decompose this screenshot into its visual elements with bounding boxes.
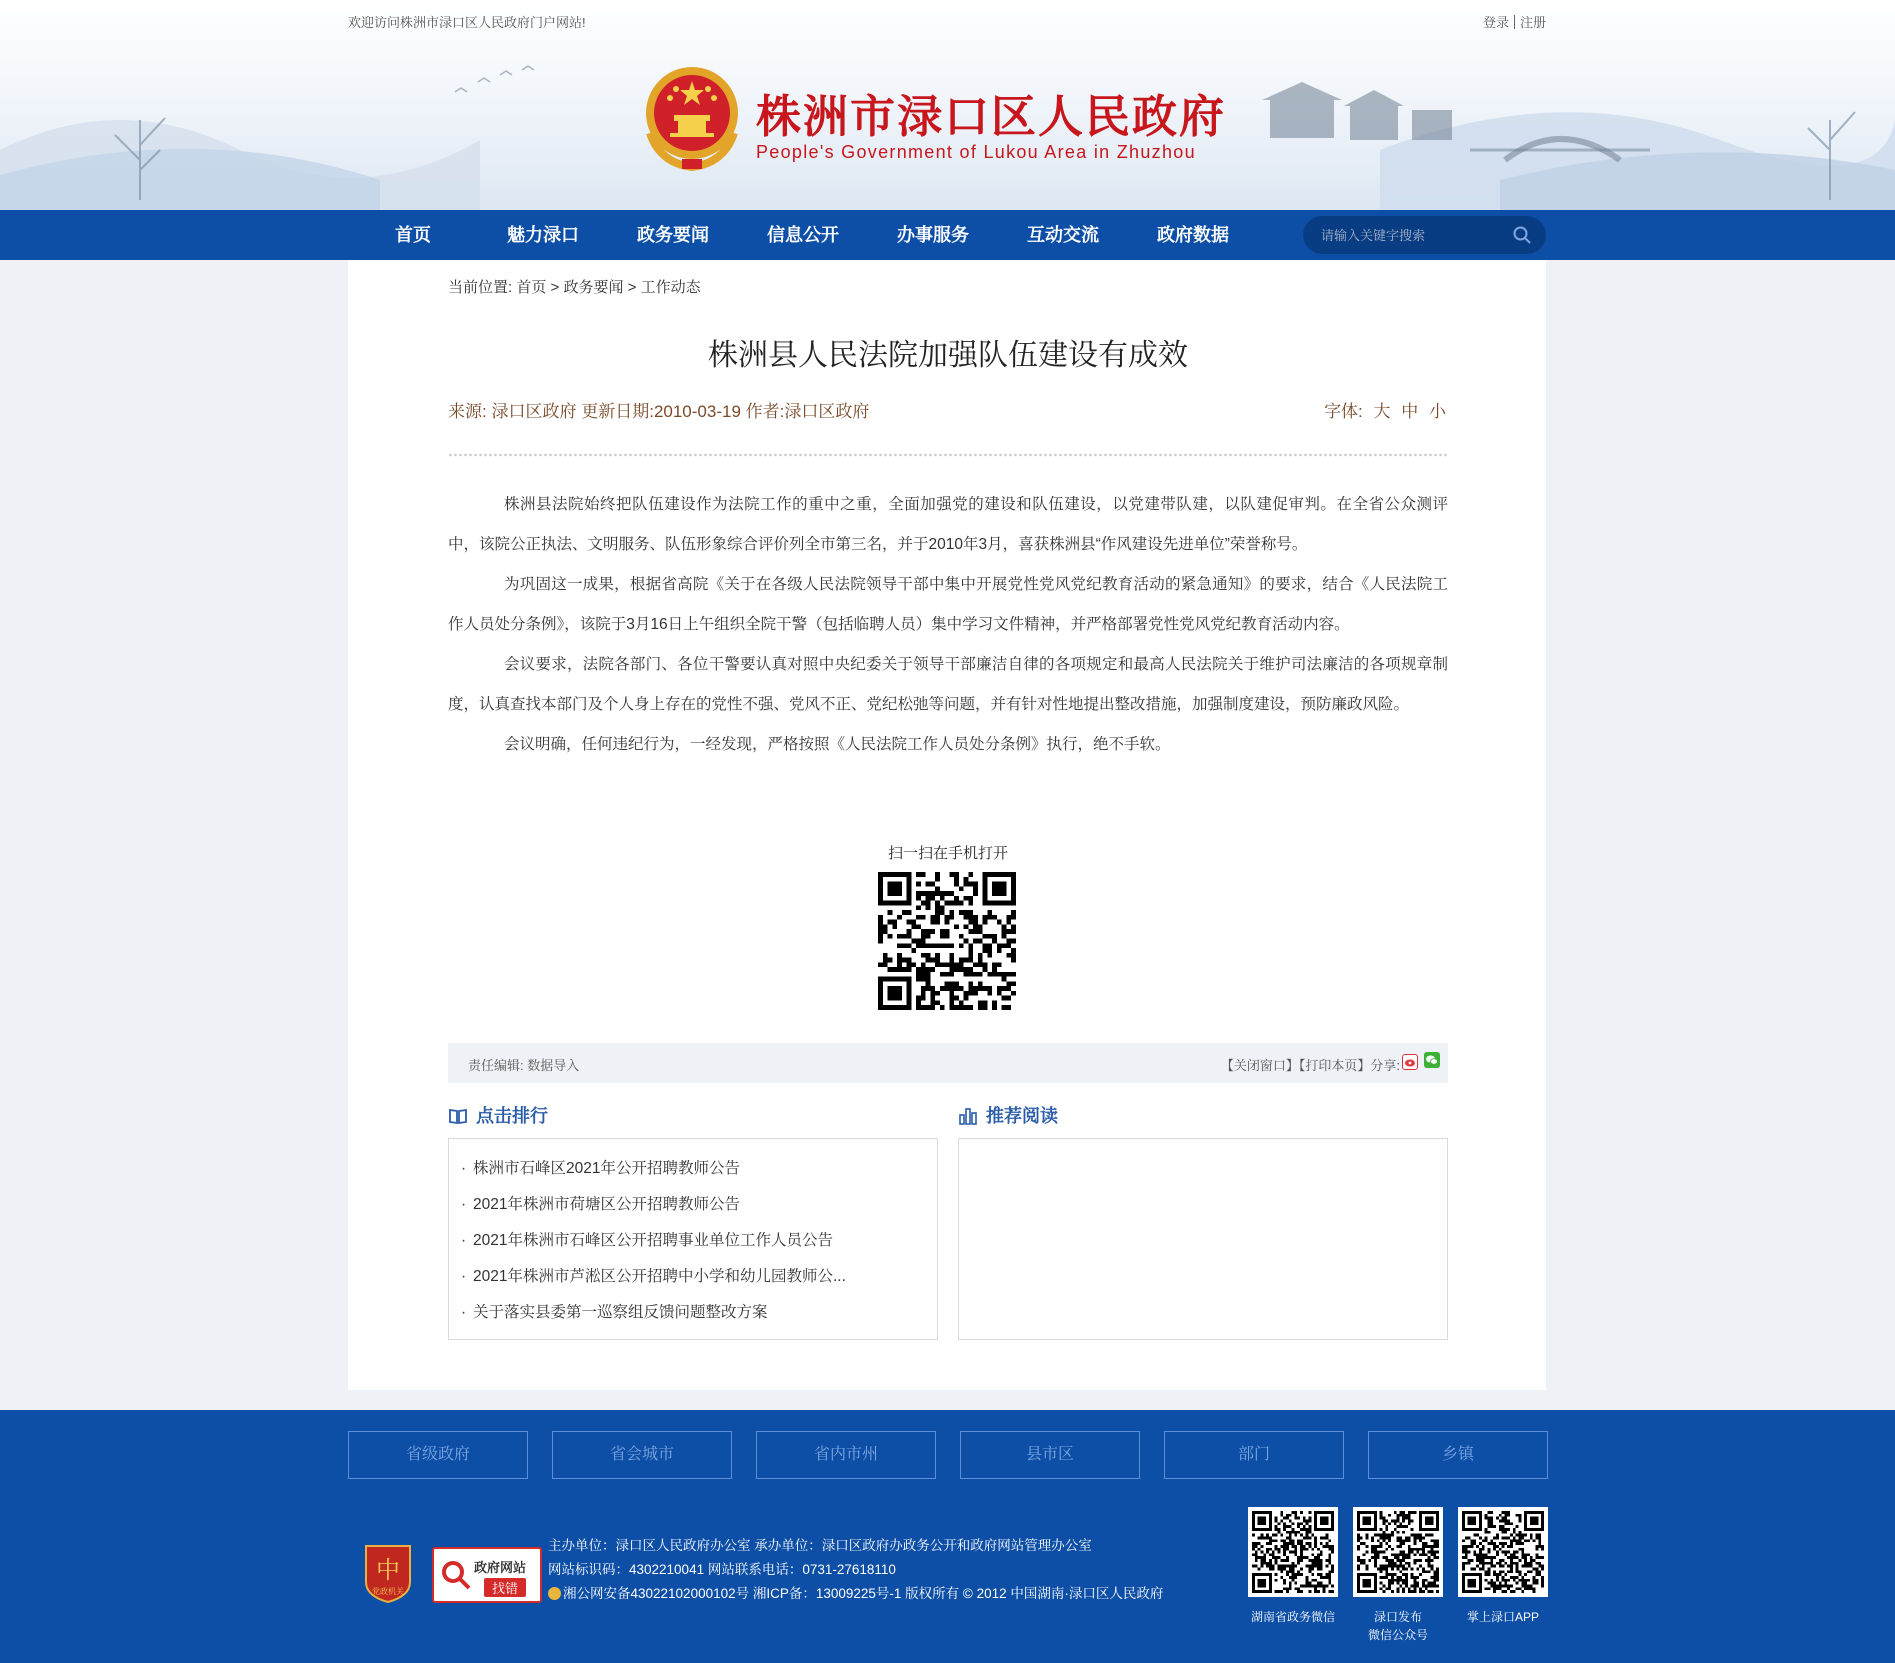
nav-item-data[interactable]: 政府数据 [1157, 225, 1229, 245]
list-item[interactable]: · 2021年株洲市石峰区公开招聘事业单位工作人员公告 [461, 1232, 833, 1249]
book-icon [448, 1107, 468, 1125]
nav-item-interaction[interactable]: 互动交流 [1027, 225, 1099, 245]
font-size-medium[interactable]: 中 [1401, 402, 1419, 421]
divider [1514, 15, 1515, 29]
editor-bar [448, 1043, 1448, 1083]
meta-date-label: 更新日期: [581, 402, 654, 421]
weibo-share-icon[interactable] [1402, 1054, 1418, 1070]
footer-icp-text: 湘公网安备43022102000102号 湘ICP备：13009225号-1 版权所有 © 2012 中国湖南·渌口区人民政府 [563, 1586, 1164, 1601]
footer-sponsor: 主办单位：渌口区人民政府办公室 承办单位：渌口区政府办政务公开和政府网站管理办公室 [548, 1538, 1092, 1553]
meta-author-label: 作者: [745, 402, 785, 421]
editor-info [468, 1055, 579, 1074]
footer-link-capital[interactable]: 省会城市 [552, 1431, 732, 1479]
footer [0, 1410, 1895, 1663]
article-paragraph: 会议明确，任何违纪行为，一经发现，严格按照《人民法院工作人员处分条例》执行，绝不手软。 [504, 736, 1171, 753]
font-size-label: 字体: [1324, 402, 1363, 421]
register-link[interactable]: 注册 [1519, 15, 1546, 30]
footer-qr-lukou-release [1353, 1507, 1443, 1597]
editor-label: 责任编辑: [468, 1058, 524, 1073]
party-gov-badge[interactable] [362, 1542, 414, 1604]
article-qr-code [878, 872, 1016, 1010]
article-meta [448, 397, 869, 422]
rank-item-title[interactable]: 2021年株洲市芦淞区公开招聘中小学和幼儿园教师公... [473, 1268, 846, 1285]
footer-info [548, 1534, 1163, 1606]
breadcrumb-news[interactable]: 政务要闻 [563, 279, 624, 296]
footer-link-prefecture[interactable]: 省内市州 [756, 1431, 936, 1479]
editor-actions [1221, 1055, 1400, 1074]
font-size-large[interactable]: 大 [1373, 402, 1391, 421]
article-paragraph: 会议要求，法院各部门、各位干警要认真对照中央纪委关于领导干部廉洁自律的各项规定和最高人民法院关于维护司法廉洁的各项规章制度，认真查找本部门及个人身上存在的党性不强、党风不正、党纪松弛等问题，并有针对性地提出整改措施，加强制度建设，预防廉政风险。 [448, 656, 1448, 713]
rank-section-title: 点击排行 [476, 1106, 548, 1126]
close-window-link[interactable]: 【关闭窗口】 [1220, 1058, 1299, 1073]
breadcrumb-current[interactable]: 工作动态 [640, 279, 701, 296]
footer-qr-wechat-province [1248, 1507, 1338, 1597]
footer-qr-label: 湖南省政务微信 [1250, 1610, 1335, 1624]
police-badge-icon [548, 1587, 561, 1600]
nav-item-disclosure[interactable]: 信息公开 [767, 225, 839, 245]
recommend-box [958, 1138, 1448, 1340]
rank-item-title[interactable]: 2021年株洲市石峰区公开招聘事业单位工作人员公告 [473, 1232, 833, 1249]
search-icon[interactable] [1512, 225, 1532, 245]
footer-site-id: 网站标识码：4302210041 网站联系电话：0731-27618110 [548, 1562, 896, 1577]
main-nav [0, 210, 1895, 260]
breadcrumb-home[interactable]: 首页 [516, 279, 547, 296]
breadcrumb-prefix: 当前位置: [448, 279, 513, 296]
footer-link-town[interactable]: 乡镇 [1368, 1431, 1548, 1479]
magnifier-icon [440, 1559, 472, 1591]
print-page-link[interactable]: 【打印本页】 [1298, 1058, 1371, 1073]
article-title: 株洲县人民法院加强队伍建设有成效 [708, 339, 1188, 372]
article-body [448, 485, 1448, 765]
footer-link-province[interactable]: 省级政府 [348, 1431, 528, 1479]
footer-link-department[interactable]: 部门 [1164, 1431, 1344, 1479]
editor-name: 数据导入 [527, 1058, 580, 1073]
top-bar [348, 12, 1546, 32]
breadcrumb [448, 276, 701, 297]
national-emblem-icon [640, 63, 744, 173]
svg-text:中: 中 [376, 1556, 400, 1584]
header-banner [0, 0, 1895, 210]
list-item[interactable]: · 关于落实县委第一巡察组反馈问题整改方案 [461, 1304, 768, 1321]
recommend-section-title: 推荐阅读 [986, 1106, 1058, 1126]
footer-qr-label: 掌上渌口APP [1466, 1610, 1539, 1624]
meta-author: 渌口区政府 [784, 402, 870, 421]
rank-item-title[interactable]: 株洲市石峰区2021年公开招聘教师公告 [473, 1160, 740, 1177]
search-input[interactable] [1321, 225, 1511, 245]
rank-box [448, 1138, 938, 1340]
login-link[interactable]: 登录 [1482, 15, 1509, 30]
recommend-section-header [958, 1102, 1058, 1128]
list-item[interactable]: · 株洲市石峰区2021年公开招聘教师公告 [461, 1160, 740, 1177]
font-size-small[interactable]: 小 [1429, 402, 1446, 421]
rank-list [449, 1139, 937, 1331]
breadcrumb-sep: > [550, 279, 560, 296]
rank-section-header [448, 1102, 548, 1128]
site-title: 株洲市渌口区人民政府 [756, 90, 1227, 143]
list-item[interactable]: · 2021年株洲市芦淞区公开招聘中小学和幼儿园教师公... [461, 1268, 846, 1285]
list-item[interactable]: · 2021年株洲市荷塘区公开招聘教师公告 [461, 1196, 740, 1213]
breadcrumb-sep: > [627, 279, 637, 296]
footer-link-county[interactable]: 县市区 [960, 1431, 1140, 1479]
share-label: 分享: [1370, 1058, 1400, 1073]
rank-item-title[interactable]: 关于落实县委第一巡察组反馈问题整改方案 [473, 1304, 768, 1321]
bar-chart-icon [958, 1107, 978, 1125]
font-size-switcher [1324, 397, 1446, 422]
welcome-text: 欢迎访问株洲市渌口区人民政府门户网站! [348, 15, 586, 30]
nav-item-news[interactable]: 政务要闻 [637, 225, 709, 245]
nav-item-charm[interactable]: 魅力渌口 [507, 225, 579, 245]
article-paragraph: 为巩固这一成果，根据省高院《关于在各级人民法院领导干部中集中开展党性党风党纪教育活动的紧急通知》的要求，结合《人民法院工作人员处分条例》，该院于3月16日上午组织全院干警（包括临聘人员）集中学习文件精神，并严格部署党性党风党纪教育活动内容。 [448, 576, 1448, 633]
dotted-divider [448, 452, 1448, 458]
report-error-badge[interactable] [432, 1547, 542, 1603]
rank-item-title[interactable]: 2021年株洲市荷塘区公开招聘教师公告 [473, 1196, 740, 1213]
report-error-line2: 找错 [484, 1578, 526, 1597]
qr-label: 扫一扫在手机打开 [887, 845, 1008, 862]
nav-item-home[interactable]: 首页 [395, 225, 431, 245]
report-error-line1: 政府网站 [474, 1560, 527, 1575]
article-paragraph: 株洲县法院始终把队伍建设作为法院工作的重中之重，全面加强党的建设和队伍建设，以党建带队建，以队建促审判。在全省公众测评中，该院公正执法、文明服务、队伍形象综合评价列全市第三名，并于2010年3月，喜获株洲县“作风建设先进单位”荣誉称号。 [448, 496, 1448, 553]
meta-source-label: 来源: [448, 402, 487, 421]
wechat-share-icon[interactable] [1424, 1052, 1440, 1068]
footer-qr-app [1458, 1507, 1548, 1597]
site-subtitle: People's Government of Lukou Area in Zhuzhou [756, 142, 1196, 162]
meta-date: 2010-03-19 [653, 402, 741, 421]
search-box [1303, 216, 1546, 254]
auth-links [1483, 12, 1546, 31]
meta-source: 渌口区政府 [491, 402, 577, 421]
nav-item-services[interactable]: 办事服务 [897, 225, 969, 245]
footer-qr-label: 渌口发布 微信公众号 [1367, 1610, 1428, 1642]
content-panel [348, 260, 1546, 1390]
footer-icp [548, 1582, 1163, 1606]
party-gov-badge-text: 党政机关 [372, 1587, 404, 1596]
